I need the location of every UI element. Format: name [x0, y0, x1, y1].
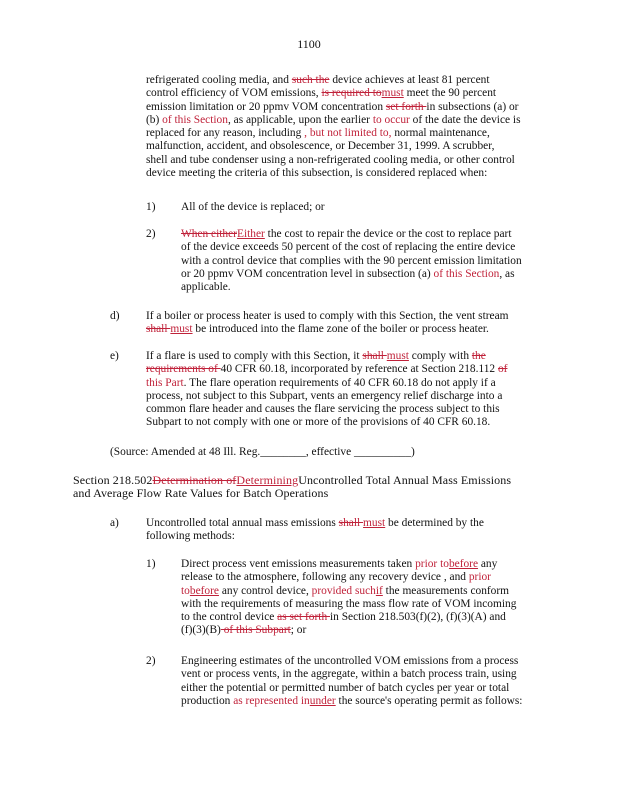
text-line: Subpart to not comply with one or more of the provisions of 40 CFR 60.18.: [146, 416, 491, 429]
inserted-text: prior to: [415, 558, 449, 570]
deleted-text: When either: [181, 228, 237, 240]
text-line: with a control device that complies with the 90 percent emission limitation: [181, 254, 522, 267]
text-line: refrigerated cooling media, and such the device achieves at least 81 percent: [146, 74, 490, 86]
deleted-text: of this Subpart: [220, 624, 291, 637]
inserted-text: Determining: [236, 473, 299, 487]
item-2-text: [181, 228, 561, 294]
deleted-text: the: [471, 350, 486, 362]
inserted-text: to: [181, 584, 190, 597]
deleted-text: of: [497, 363, 508, 376]
inserted-text: before: [448, 558, 479, 570]
text-line: When eitherEither the cost to repair the device or the cost to replace part: [181, 228, 512, 240]
inserted-text: of this Section: [162, 113, 228, 126]
inserted-text: to occur: [372, 113, 410, 126]
subsection-a-label: a): [110, 517, 119, 529]
text-line: or 20 ppmv VOM concentration level in subsection (a) of this Section, as: [181, 267, 515, 280]
text-line: release to the atmosphere, following any recovery device , and prior: [181, 571, 491, 584]
text-line: malfunction, accident, and obsolescence, or December 31, 1999. A scrubber,: [146, 140, 495, 153]
deleted-text: such the: [291, 74, 330, 86]
deleted-text: requirements of: [146, 363, 221, 376]
item-a2-text: [181, 655, 566, 708]
text-line: shell and tube condenser using a non-refrigerated cooling media, or other control: [146, 153, 515, 166]
paragraph-d-text: [146, 310, 566, 337]
source-note: (Source: Amended at 48 Ill. Reg.________, effective __________): [110, 446, 415, 458]
inserted-text: provided such: [311, 584, 376, 597]
inserted-text: as represented in: [233, 694, 310, 707]
paragraph-e-label: e): [110, 350, 119, 362]
text-line: this Part. The flare operation requirements of 40 CFR 60.18 do not apply if a: [146, 376, 496, 389]
inserted-text: before: [189, 584, 219, 597]
heading-line: Section 218.502Determination ofDeterminingUncontrolled Total Annual Mass Emissions: [73, 473, 512, 487]
inserted-text: must: [386, 350, 409, 362]
text-line: common flare header and causes the flare servicing the process subject to this: [146, 403, 500, 416]
text-line: production as represented inunder the source's operating permit as follows:: [181, 694, 523, 707]
paragraph-e-text: [146, 350, 566, 430]
item-1-label: 1): [146, 201, 156, 213]
deleted-text: as set forth: [277, 611, 330, 624]
text-line: device meeting the criteria of this subsection, is considered replaced when:: [146, 167, 488, 180]
text-line: Uncontrolled total annual mass emissions shall must be determined by the: [146, 517, 484, 529]
deleted-text: shall: [362, 350, 387, 362]
heading-line: and Average Flow Rate Values for Batch Operations: [73, 486, 329, 501]
inserted-text: must: [381, 87, 404, 100]
text-line: control efficiency of VOM emissions, is required tomust meet the 90 percent: [146, 87, 497, 100]
deleted-text: shall: [338, 517, 364, 529]
text-line: vent or process vents, in the aggregate, within a batch process train, using: [181, 668, 517, 681]
text-line: applicable.: [181, 281, 231, 294]
text-line: process, not subject to this Subpart, vents an emergency relief discharge into a: [146, 389, 503, 402]
inserted-text: Either: [236, 228, 265, 240]
text-line: with the requirements of measuring the mass flow rate of VOM incoming: [181, 597, 517, 610]
text-line: (b) of this Section, as applicable, upon the earlier to occur of the date the device is: [146, 113, 521, 126]
inserted-text: under: [309, 694, 336, 707]
text-line: of the device exceeds 50 percent of the cost of replacing the entire device: [181, 241, 516, 254]
deleted-text: is required to: [321, 87, 382, 100]
deleted-text: Determination of: [152, 473, 237, 487]
item-a2-label: 2): [146, 655, 156, 667]
inserted-text: if: [375, 584, 383, 597]
item-a1-text: [181, 558, 566, 638]
inserted-text: must: [170, 323, 193, 336]
inserted-text: prior: [468, 571, 491, 584]
text-line: shall must be introduced into the flame zone of the boiler or process heater.: [146, 323, 489, 336]
item-a1-label: 1): [146, 558, 156, 570]
text-line: If a flare is used to comply with this Section, it shall must comply with the: [146, 350, 486, 362]
page-number: 1100: [297, 37, 321, 51]
inserted-text: must: [363, 517, 386, 529]
text-line: to the control device as set forth in Section 218.503(f)(2), (f)(3)(A) and: [181, 611, 506, 624]
item-1-text: All of the device is replaced; or: [181, 201, 325, 213]
text-line: replaced for any reason, including , but not limited to, normal maintenance,: [146, 127, 490, 140]
paragraph-d-label: d): [110, 310, 120, 322]
text-line: following methods:: [146, 530, 235, 543]
text-line: emission limitation or 20 ppmv VOM concentration set forth in subsections (a) or: [146, 100, 519, 113]
deleted-text: set forth: [385, 100, 427, 113]
text-line: requirements of 40 CFR 60.18, incorporated by reference at Section 218.112 of: [146, 363, 508, 376]
paragraph-c-continuation: [146, 74, 566, 180]
subsection-a-text: [146, 517, 566, 544]
text-line: Engineering estimates of the uncontrolled VOM emissions from a process: [181, 655, 519, 667]
inserted-text: this Part: [146, 376, 184, 389]
text-line: tobefore any control device, provided suchif the measurements conform: [181, 584, 510, 597]
inserted-text: , but not limited to,: [304, 127, 392, 140]
text-line: If a boiler or process heater is used to comply with this Section, the vent stream: [146, 310, 509, 322]
text-line: either the potential or permitted number of batch cycles per year or total: [181, 681, 510, 694]
inserted-text: of this Section: [433, 267, 500, 280]
item-2-label: 2): [146, 228, 156, 240]
text-line: (f)(3)(B) of this Subpart; or: [181, 624, 307, 637]
text-line: Direct process vent emissions measurements taken prior tobefore any: [181, 558, 498, 570]
section-heading: [73, 474, 573, 501]
deleted-text: shall: [146, 323, 171, 336]
